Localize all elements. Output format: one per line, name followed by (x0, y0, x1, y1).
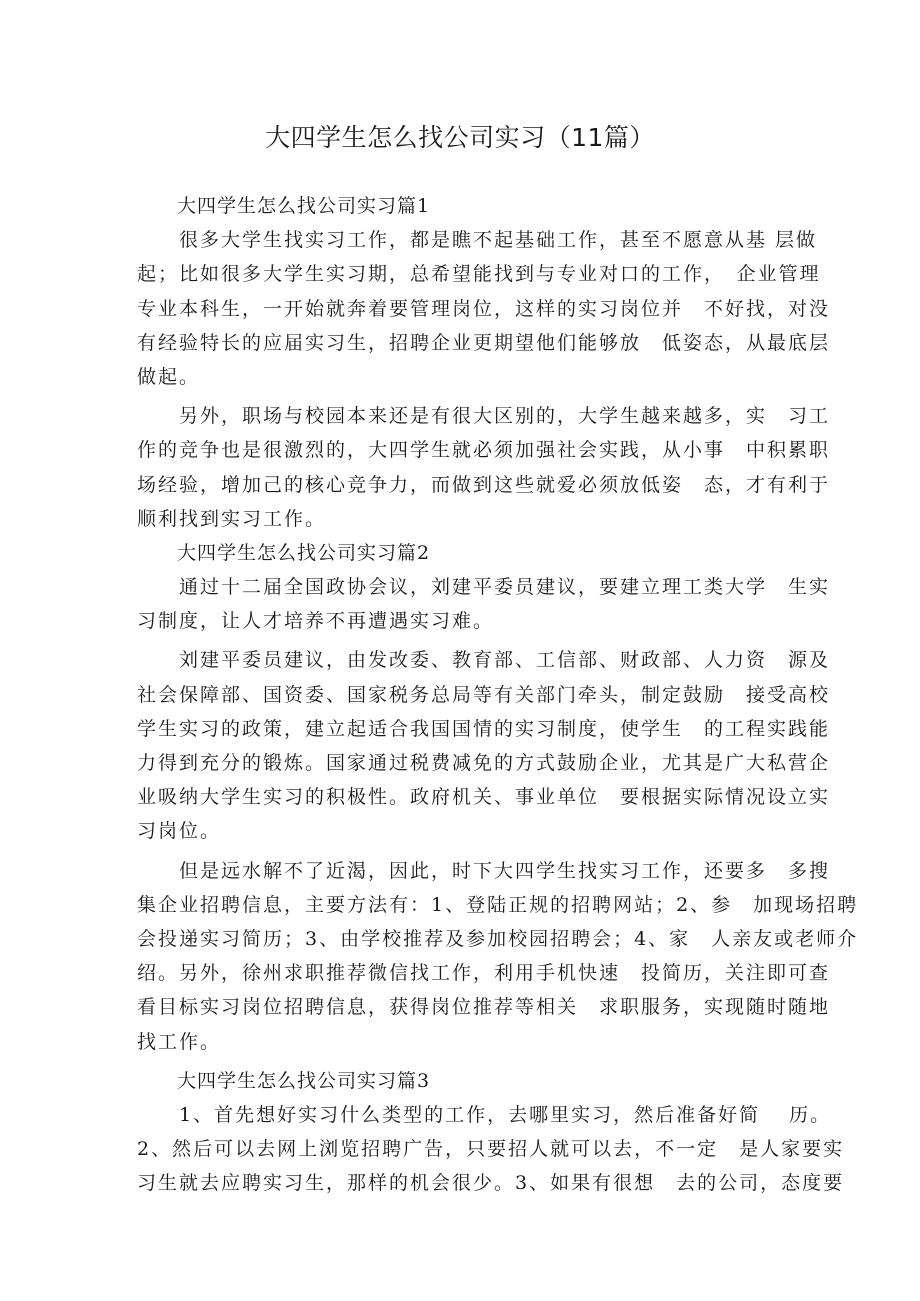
body-line: 找工作。 (137, 1030, 222, 1053)
section-heading: 大四学生怎么找公司实习篇1 (137, 195, 431, 217)
body-line: 做起。 (137, 365, 201, 388)
body-line: 力得到充分的锻炼。国家通过税费减免的方式鼓励企业，尤其是广大私营企 (137, 752, 831, 774)
body-line: 绍。另外，徐州求职推荐微信找工作，利用手机快速 投简历，关注即可查 (137, 962, 831, 985)
body-line: 2、然后可以去网上浏览招聘广告，只要招人就可以去，不一定 是人家要实 (137, 1138, 845, 1161)
body-line: 但是远水解不了近渴，因此，时下大四学生找实习工作，还要多 多搜 (137, 859, 831, 882)
body-line: 专业本科生，一开始就奔着要管理岗位，这样的实习岗位并 不好找，对没 (137, 297, 831, 320)
body-line: 起；比如很多大学生实习期，总希望能找到与专业对口的工作， 企业管理 (137, 263, 821, 286)
body-line: 另外，职场与校园本来还是有很大区别的，大学生越来越多，实 习工 (137, 405, 831, 428)
body-line: 作的竞争也是很激烈的，大四学生就必须加强社会实践，从小事 中积累职 (137, 439, 831, 462)
body-line: 习岗位。 (137, 820, 222, 843)
body-line: 通过十二届全国政协会议，刘建平委员建议，要建立理工类大学 生实 (137, 576, 831, 599)
body-line: 很多大学生找实习工作，都是瞧不起基础工作，甚至不愿意从基 层做 (137, 229, 818, 252)
body-line: 顺利找到实习工作。 (137, 507, 327, 530)
body-line: 习制度，让人才培养不再遭遇实习难。 (137, 610, 495, 633)
section-heading: 大四学生怎么找公司实习篇2 (137, 541, 431, 564)
body-line: 1、首先想好实习什么类型的工作，去哪里实习，然后准备好简 历。 (137, 1103, 832, 1126)
body-line: 有经验特长的应届实习生，招聘企业更期望他们能够放 低姿态，从最底层 (137, 331, 831, 354)
document-title: 大四学生怎么找公司实习（11篇） (265, 123, 655, 152)
section-heading: 大四学生怎么找公司实习篇3 (137, 1069, 431, 1092)
document-body (137, 189, 859, 1200)
body-line: 会投递实习简历；3、由学校推荐及参加校园招聘会；4、家 人亲友或老师介 (137, 927, 859, 950)
body-line: 习生就去应聘实习生，那样的机会很少。3、如果有很想 去的公司，态度要 (137, 1172, 845, 1195)
body-line: 刘建平委员建议，由发改委、教育部、工信部、财政部、人力资 源及 (137, 649, 831, 672)
body-line: 社会保障部、国资委、国家税务总局等有关部门牵头，制定鼓励 接受高校 (137, 683, 831, 706)
body-line: 看目标实习岗位招聘信息，获得岗位推荐等相关 求职服务，实现随时随地 (137, 996, 831, 1019)
body-line: 场经验，增加己的核心竞争力，而做到这些就爱必须放低姿 态，才有利于 (137, 473, 831, 496)
body-line: 集企业招聘信息，主要方法有：1、登陆正规的招聘网站；2、参 加现场招聘 (137, 893, 859, 916)
body-line: 业吸纳大学生实习的积极性。政府机关、事业单位 要根据实际情况设立实 (137, 786, 831, 809)
body-line: 学生实习的政策，建立起适合我国国情的实习制度，使学生 的工程实践能 (137, 717, 831, 740)
